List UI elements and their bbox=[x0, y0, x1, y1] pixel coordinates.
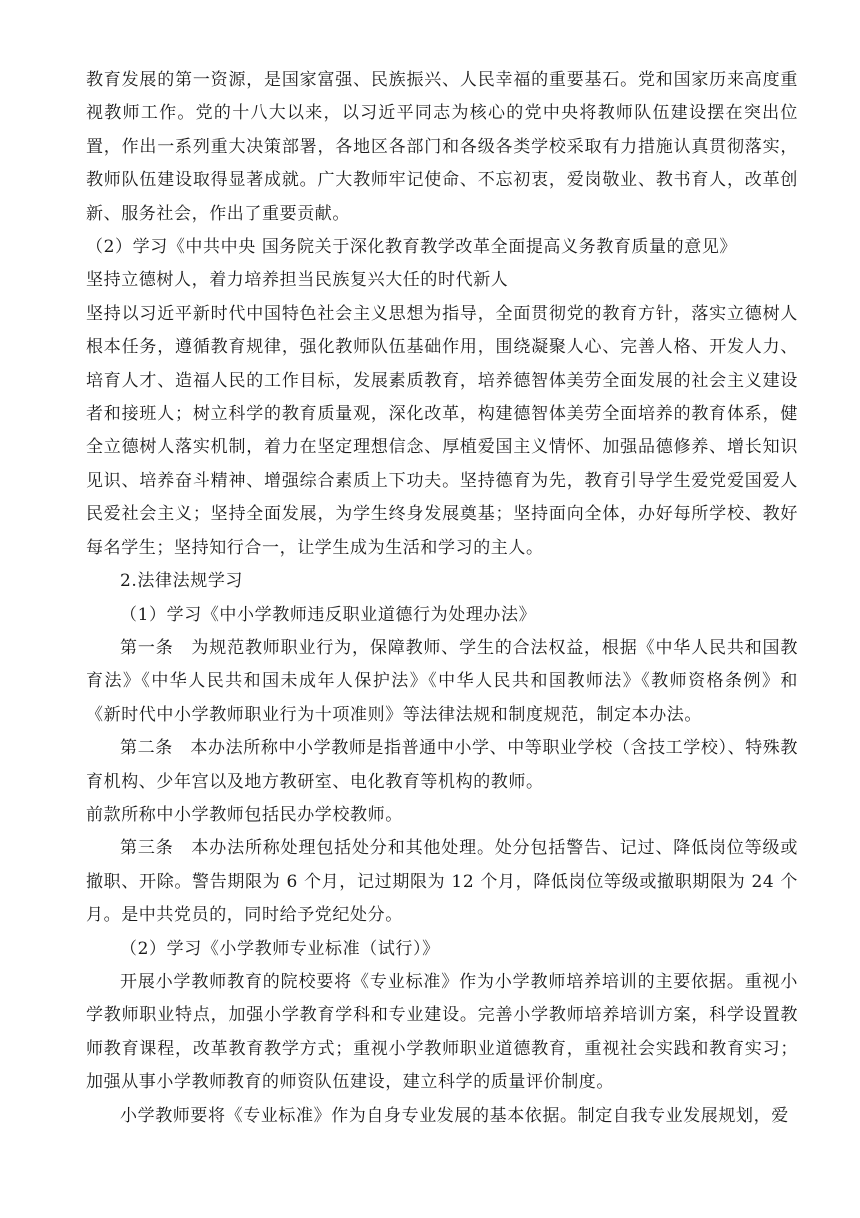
section-heading-law-study: 2.法律法规学习 bbox=[120, 571, 244, 592]
heading-study-measures: （1）学习《中小学教师违反职业道德行为处理办法》 bbox=[120, 604, 537, 625]
article-two: 第二条 本办法所称中小学教师是指普通中小学、中等职业学校（含技工学校）、特殊教育机构、少年宫以及地方教研室、电化教育等机构的教师。 bbox=[86, 738, 798, 792]
subheading-lide-shuren: 坚持立德树人，着力培养担当民族复兴大任的时代新人 bbox=[86, 270, 509, 291]
article-three: 第三条 本办法所称处理包括处分和其他处理。处分包括警告、记过、降低岗位等级或撤职、开除。警告期限为 6 个月，记过期限为 12 个月，降低岗位等级或撤职期限为 24 个月。是中共党员的，同时给予党纪处分。 bbox=[86, 838, 798, 926]
heading-study-opinion: （2）学习《中共中央 国务院关于深化教育教学改革全面提高义务教育质量的意见》 bbox=[86, 237, 738, 258]
article-one: 第一条 为规范教师职业行为，保障教师、学生的合法权益，根据《中华人民共和国教育法》《中华人民共和国未成年人保护法》《中华人民共和国教师法》《教师资格条例》和《新时代中小学教师职业行为十项准则》等法律法规和制度规范，制定本办法。 bbox=[86, 637, 798, 725]
paragraph-institutions: 开展小学教师教育的院校要将《专业标准》作为小学教师培养培训的主要依据。重视小学教师职业特点，加强小学教育学科和专业建设。完善小学教师培养培训方案，科学设置教师教育课程，改革教育教学方式；重视小学教师职业道德教育，重视社会实践和教育实习；加强从事小学教师教育的师资队伍建设，建立科学的质量评价制度。 bbox=[86, 971, 798, 1093]
document-body bbox=[86, 64, 798, 1133]
heading-study-standard: （2）学习《小学教师专业标准（试行）》 bbox=[120, 938, 440, 959]
paragraph-intro-continuation: 教育发展的第一资源，是国家富强、民族振兴、人民幸福的重要基石。党和国家历来高度重视教师工作。党的十八大以来，以习近平同志为核心的党中央将教师队伍建设摆在突出位置，作出一系列重大决策部署，各地区各部门和各级各类学校采取有力措施认真贯彻落实，教师队伍建设取得显著成就。广大教师牢记使命、不忘初衷，爱岗敬业、教书育人，改革创新、服务社会，作出了重要贡献。 bbox=[86, 70, 798, 224]
article-two-addendum: 前款所称中小学教师包括民办学校教师。 bbox=[86, 804, 403, 825]
paragraph-guiding-thought: 坚持以习近平新时代中国特色社会主义思想为指导，全面贯彻党的教育方针，落实立德树人根本任务，遵循教育规律，强化教师队伍基础作用，围绕凝聚人心、完善人格、开发人力、培育人才、造福人民的工作目标，发展素质教育，培养德智体美劳全面发展的社会主义建设者和接班人；树立科学的教育质量观，深化改革，构建德智体美劳全面培养的教育体系，健全立德树人落实机制，着力在坚定理想信念、厚植爱国主义情怀、加强品德修养、增长知识见识、培养奋斗精神、增强综合素质上下功夫。坚持德育为先，教育引导学生爱党爱国爱人民爱社会主义；坚持全面发展，为学生终身发展奠基；坚持面向全体，办好每所学校、教好每名学生；坚持知行合一，让学生成为生活和学习的主人。 bbox=[86, 303, 798, 558]
paragraph-teachers: 小学教师要将《专业标准》作为自身专业发展的基本依据。制定自我专业发展规划，爱 bbox=[120, 1105, 789, 1126]
